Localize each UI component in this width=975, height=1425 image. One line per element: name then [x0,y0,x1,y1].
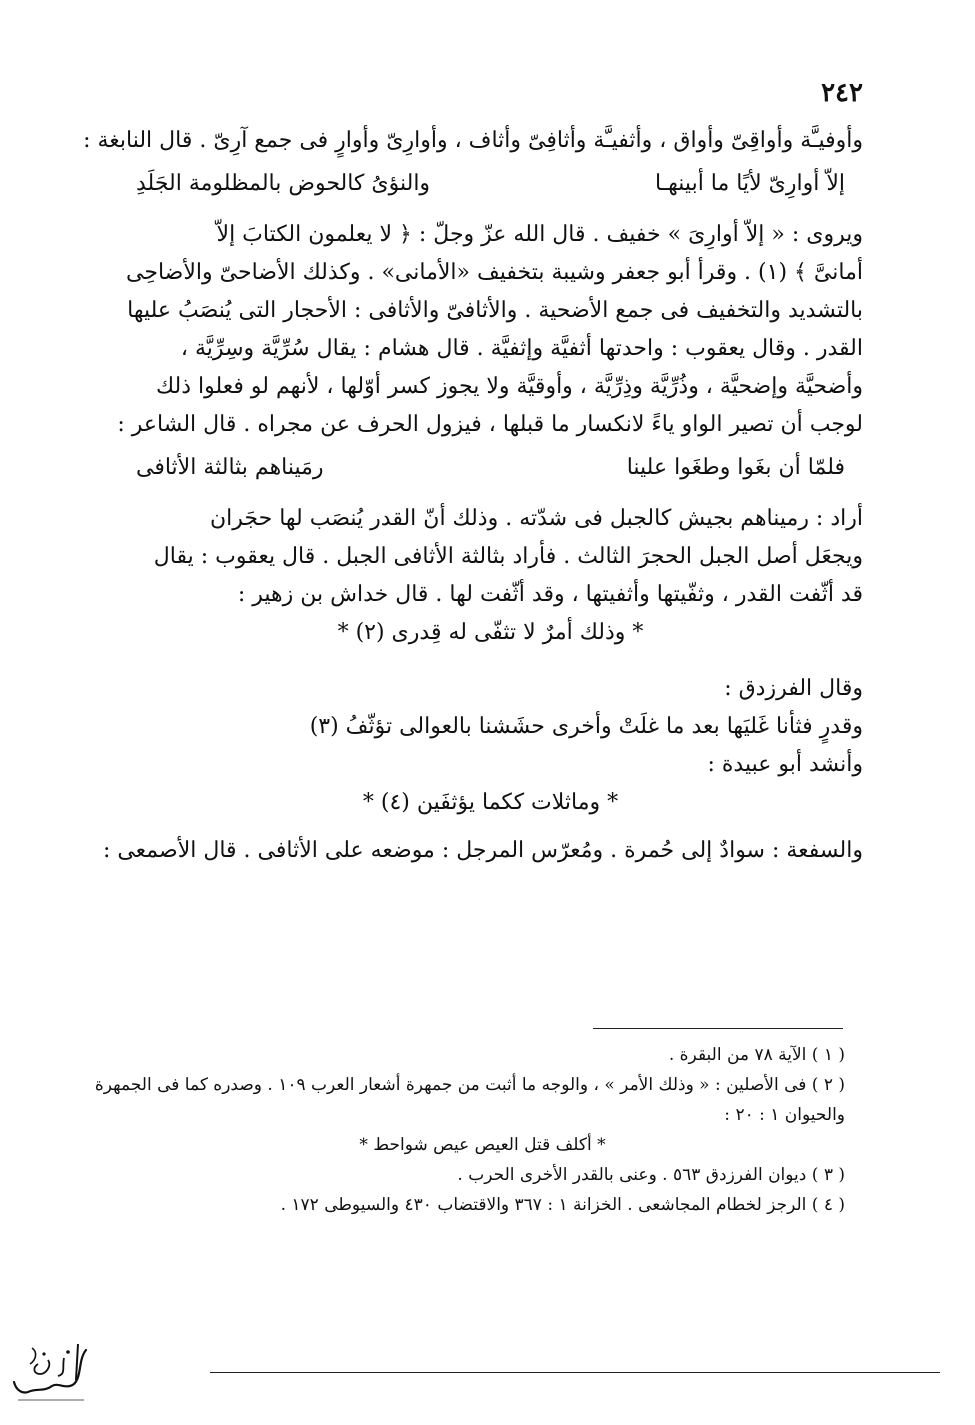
text-line: لوجب أن تصير الواو ياءً لانكسار ما قبلها ، فيزول الحرف عن مجراه . قال الشاعر : [117,412,863,437]
footnote-separator [593,1028,843,1029]
text-line: قد أثّفت القدر ، وثفّيتها وأثفيتها ، وقد أثّفت لها . قال خداش بن زهير : [237,582,863,607]
text-line: ويروى : « إلاّ أوارِىَ » خفيف . قال الله عزّ وجلّ : ﴿ لا يعلمون الكتابَ إلاّ [216,222,863,247]
bottom-separator [210,1372,940,1373]
footnote-4: ( ٤ ) الرجز لخطام المجاشعى . الخزانة ١ : ٣٦٧ والاقتضاب ٤٣٠ والسيوطى ١٧٢ . [280,1195,845,1215]
footnote-2-continued: والحيوان ١ : ٢٠ : [724,1105,845,1125]
text-line: بالتشديد والتخفيف فى جمع الأضحية . والأثافىّ والأثافى : الأحجار التى يُنصَبُ عليها [127,298,863,323]
text-line: وأضحيَّة وإضحيَّة ، وذُرِّيَّة وذِرِّيَّة ، وأوقيَّة ولا يجوز كسر أوّلها ، لأنهم لو فعلوا ذلك [156,374,863,399]
text-line: ويجعَل أصل الجبل الحجرَ الثالث . فأراد بثالثة الأثافى الجبل . قال يعقوب : يقال [153,544,863,569]
page-number: ٢٤٢ [821,78,863,108]
verse-second-hemistich: رمَيناهم بثالثة الأثافى [136,455,324,480]
verse-second-hemistich: والنؤىُ كالحوض بالمظلومة الجَلَدِ [136,171,431,196]
footnote-2: ( ٢ ) فى الأصلين : « وذلك الأمر » ، والوجه ما أثبت من جمهرة أشعار العرب ١٠٩ . وصدره كما فى الجمهرة [94,1075,845,1095]
text-line: وقدرٍ فثأنا غَليَها بعد ما غلَتْ وأخرى حشَشنا بالعوالى تؤثّفُ (٣) [309,714,863,739]
text-line: وقال الفرزدق : [724,676,863,701]
footnote-2-verse: * أكلف قتل العيص عيص شواحط * [359,1135,606,1155]
verse-first-hemistich: فلمّا أن بغَوا وطغَوا علينا [626,455,845,480]
text-line: والسفعة : سوادٌ إلى حُمرة . ومُعرّس المرجل : موضعه على الأثافى . قال الأصمعى : [102,838,863,863]
footnote-3: ( ٣ ) ديوان الفرزدق ٥٦٣ . وعنى بالقدر الأخرى الحرب . [457,1165,845,1185]
poem-half-verse: * وذلك أمرٌ لا تثفّى له قِدرى (٢) * [337,620,644,645]
poem-verse [118,444,863,492]
poem-verse [118,160,863,208]
main-text [83,122,863,870]
calligraphy-logo [8,1330,96,1408]
verse-first-hemistich: إلاّ أوارِىّ لأيًا ما أبينهـا [655,171,845,196]
poem-half-verse: * وماثلات ككما يؤثفَين (٤) * [362,790,619,815]
footnote-1: ( ١ ) الآية ٧٨ من البقرة . [668,1045,845,1065]
footnotes [94,1040,845,1220]
text-line: وأنشد أبو عبيدة : [707,752,863,777]
text-line: أمانىَّ ﴾ (١) . وقرأ أبو جعفر وشيبة بتخفيف «الأمانى» . وكذلك الأضاحىّ والأضاحِى [126,260,863,285]
text-line: القدر . وقال يعقوب : واحدتها أثفيَّة وإثفيَّة . قال هشام : يقال سُرِّيَّة وسِرِّيَّة ، [180,336,863,361]
text-line: أراد : رميناهم بجيش كالجبل فى شدّته . وذلك أنّ القدر يُنصَب لها حجَران [210,506,863,531]
text-line: وأوفيـَّة وأواقِىّ وأواق ، وأثفيـَّة وأثافِىّ وأثاف ، وأوارِىّ وأوارٍ فى جمع آرِىّ . قال النابغة : [83,128,863,153]
